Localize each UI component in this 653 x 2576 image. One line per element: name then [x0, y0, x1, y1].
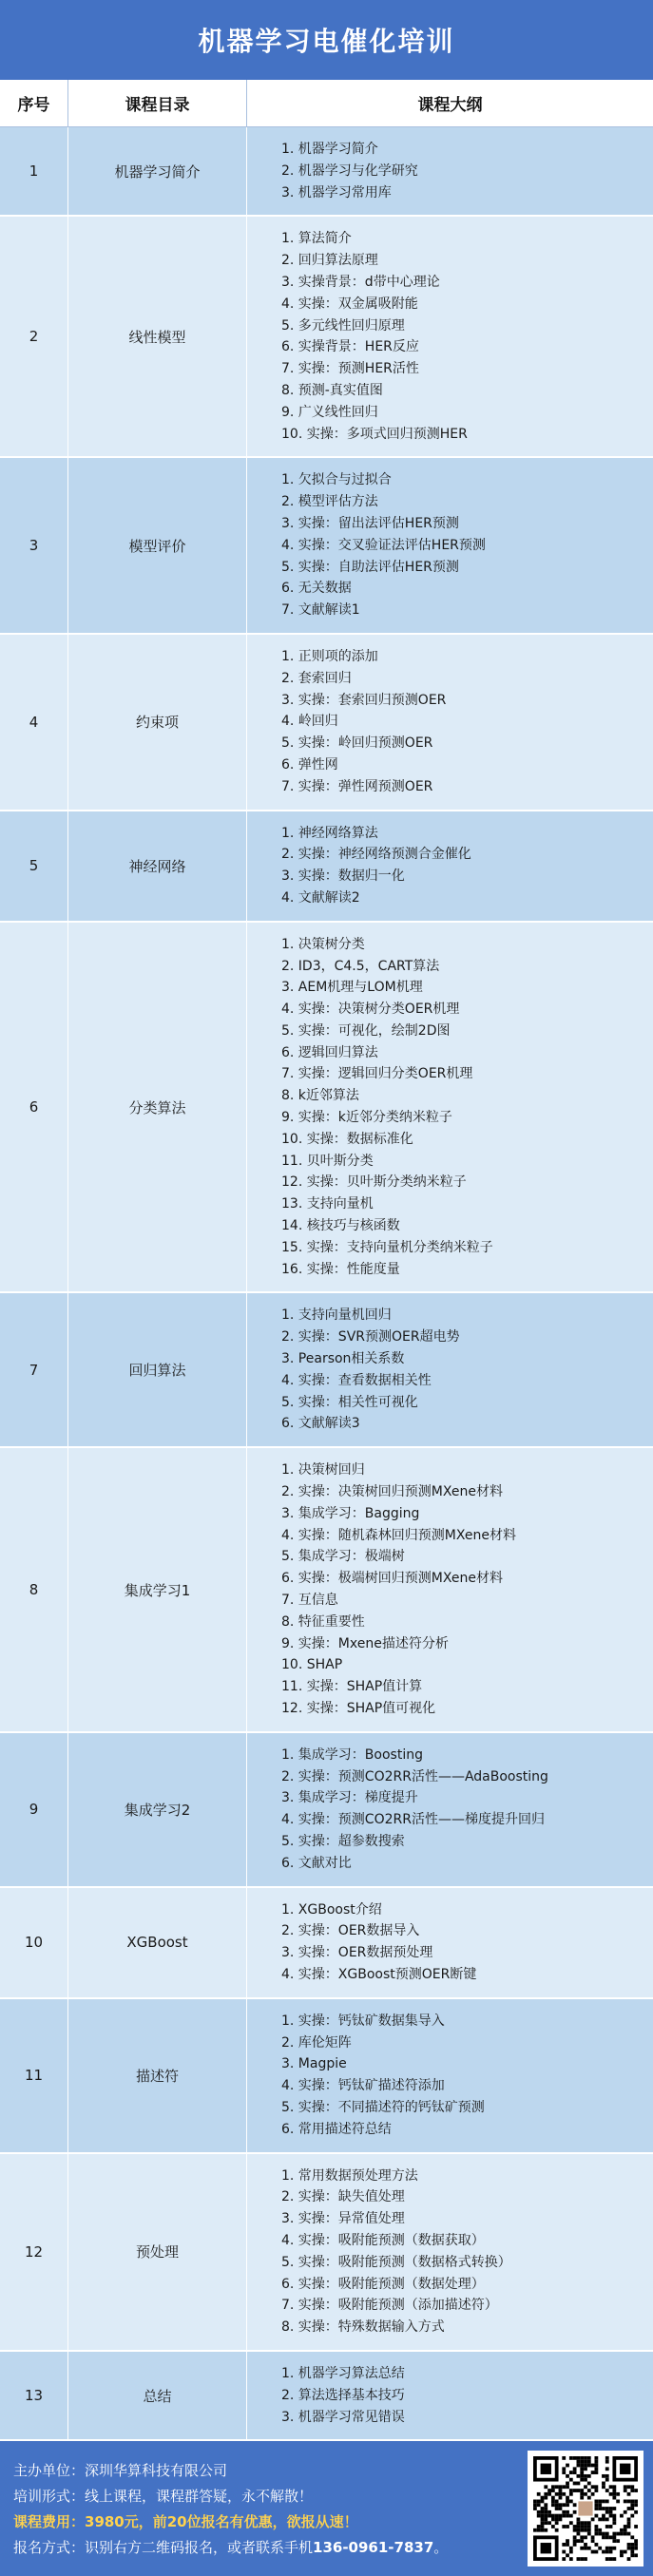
table-row	[0, 1448, 653, 1733]
outline-item: 2. 实操：决策树回归预测MXene材料	[281, 1484, 503, 1500]
row-outline	[247, 1448, 653, 1731]
outline-item: 1. 决策树回归	[281, 1462, 365, 1479]
outline-item: 2. 机器学习与化学研究	[281, 162, 418, 179]
row-index: 2	[0, 217, 68, 456]
table-row	[0, 1888, 653, 1999]
outline-item: 6. 文献解读3	[281, 1416, 360, 1432]
outline-item: 2. ID3，C4.5，CART算法	[281, 958, 440, 974]
table-row	[0, 923, 653, 1294]
outline-item: 10. SHAP	[281, 1657, 343, 1673]
outline-item: 1. 实操：钙钛矿数据集导入	[281, 2013, 445, 2029]
row-index: 3	[0, 458, 68, 633]
outline-item: 1. 常用数据预处理方法	[281, 2167, 418, 2184]
page-title: 机器学习电催化培训	[0, 0, 653, 80]
outline-item: 8. k近邻算法	[281, 1088, 359, 1104]
outline-list	[281, 1899, 643, 1986]
outline-item: 3. 实操：异常值处理	[281, 2211, 405, 2227]
row-outline	[247, 1733, 653, 1886]
row-outline	[247, 217, 653, 456]
row-course: 模型评价	[68, 458, 247, 633]
outline-item: 4. 实操：双金属吸附能	[281, 296, 418, 312]
outline-item: 3. Magpie	[281, 2056, 347, 2072]
outline-item: 12. 实操：SHAP值可视化	[281, 1701, 436, 1716]
row-outline	[247, 458, 653, 633]
outline-item: 2. 模型评估方法	[281, 494, 378, 510]
outline-item: 11. 实操：SHAP值计算	[281, 1679, 423, 1695]
signup-suffix: 。	[433, 2539, 449, 2557]
outline-item: 6. 弹性网	[281, 756, 338, 773]
outline-item: 7. 互信息	[281, 1593, 338, 1609]
row-index: 5	[0, 811, 68, 921]
row-index: 8	[0, 1448, 68, 1731]
outline-item: 2. 回归算法原理	[281, 253, 378, 269]
row-index: 1	[0, 127, 68, 215]
signup-text	[13, 2537, 448, 2557]
outline-item: 4. 实操：交叉验证法评估HER预测	[281, 537, 486, 553]
table-row	[0, 458, 653, 635]
outline-item: 1. 算法简介	[281, 231, 352, 247]
row-index: 4	[0, 635, 68, 810]
outline-item: 14. 核技巧与核函数	[281, 1218, 400, 1234]
table-row	[0, 217, 653, 458]
footer	[0, 2441, 653, 2576]
outline-item: 7. 实操：吸附能预测（添加描述符）	[281, 2298, 498, 2314]
format-text: 培训形式：线上课程，课程群答疑，永不解散！	[13, 2488, 314, 2506]
outline-item: 5. 实操：可视化，绘制2D图	[281, 1022, 451, 1039]
outline-item: 6. 实操：极端树回归预测MXene材料	[281, 1571, 503, 1587]
header-course: 课程目录	[68, 80, 247, 126]
outline-item: 5. 集成学习：极端树	[281, 1549, 405, 1565]
outline-item: 4. 实操：随机森林回归预测MXene材料	[281, 1527, 516, 1543]
outline-item: 8. 预测-真实值图	[281, 382, 383, 398]
row-index: 10	[0, 1888, 68, 1997]
outline-item: 3. AEM机理与LOM机理	[281, 980, 423, 996]
row-outline	[247, 127, 653, 215]
outline-list	[281, 469, 643, 621]
outline-item: 1. 支持向量机回归	[281, 1307, 392, 1324]
row-course: 神经网络	[68, 811, 247, 921]
outline-list	[281, 1305, 643, 1435]
row-outline	[247, 1888, 653, 1997]
header-outline: 课程大纲	[417, 96, 483, 115]
row-outline	[247, 635, 653, 810]
row-course: 预处理	[68, 2154, 247, 2350]
outline-list	[281, 2166, 643, 2338]
signup-prefix: 报名方式：识别右方二维码报名，或者联系手机	[13, 2539, 314, 2557]
row-index: 13	[0, 2352, 68, 2439]
outline-item: 5. 实操：自助法评估HER预测	[281, 559, 459, 575]
row-index: 6	[0, 923, 68, 1292]
table-row	[0, 2154, 653, 2352]
table-row	[0, 1733, 653, 1888]
outline-item: 4. 实操：查看数据相关性	[281, 1372, 432, 1388]
row-course: 约束项	[68, 635, 247, 810]
outline-item: 5. 实操：相关性可视化	[281, 1394, 418, 1410]
outline-item: 5. 实操：吸附能预测（数据格式转换）	[281, 2254, 511, 2270]
row-course: 机器学习简介	[68, 127, 247, 215]
outline-item: 2. 套索回归	[281, 670, 352, 686]
outline-item: 9. 实操：k近邻分类纳米粒子	[281, 1110, 452, 1126]
outline-item: 1. 正则项的添加	[281, 648, 378, 664]
row-course: 描述符	[68, 1999, 247, 2152]
outline-item: 2. 算法选择基本技巧	[281, 2387, 405, 2403]
outline-list	[281, 646, 643, 798]
footer-info	[13, 2460, 448, 2557]
outline-item: 6. 逻辑回归算法	[281, 1044, 378, 1060]
outline-item: 4. 文献解读2	[281, 889, 360, 906]
outline-item: 9. 广义线性回归	[281, 404, 378, 420]
outline-item: 3. 机器学习常见错误	[281, 2409, 405, 2425]
outline-item: 1. 机器学习简介	[281, 142, 378, 157]
outline-item: 4. 实操：吸附能预测（数据获取）	[281, 2232, 485, 2248]
outline-item: 16. 实操：性能度量	[281, 1261, 400, 1277]
outline-item: 4. 岭回归	[281, 714, 338, 730]
outline-item: 3. 集成学习：梯度提升	[281, 1790, 418, 1806]
outline-list	[281, 2011, 643, 2141]
qr-code-graphic	[533, 2456, 638, 2561]
outline-item: 2. 实操：预测CO2RR活性——AdaBoosting	[281, 1768, 548, 1784]
outline-item: 3. 集成学习：Bagging	[281, 1505, 420, 1521]
outline-item: 3. 实操：留出法评估HER预测	[281, 515, 459, 531]
outline-item: 15. 实操：支持向量机分类纳米粒子	[281, 1239, 493, 1255]
outline-item: 4. 实操：钙钛矿描述符添加	[281, 2078, 445, 2094]
row-course: 分类算法	[68, 923, 247, 1292]
table-row	[0, 127, 653, 217]
row-outline	[247, 923, 653, 1292]
outline-item: 7. 实操：逻辑回归分类OER机理	[281, 1066, 473, 1082]
outline-item: 13. 支持向量机	[281, 1196, 374, 1212]
row-outline	[247, 2154, 653, 2350]
row-outline	[247, 1999, 653, 2152]
outline-list	[281, 823, 643, 909]
outline-item: 7. 文献解读1	[281, 602, 360, 619]
outline-list	[281, 934, 643, 1281]
outline-item: 4. 实操：预测CO2RR活性——梯度提升回归	[281, 1812, 545, 1828]
row-course: 集成学习1	[68, 1448, 247, 1731]
outline-item: 7. 实操：弹性网预测OER	[281, 778, 433, 794]
qr-code-icon[interactable]	[528, 2451, 643, 2566]
outline-list	[281, 2363, 643, 2428]
outline-item: 2. 库伦矩阵	[281, 2034, 352, 2051]
outline-item: 11. 贝叶斯分类	[281, 1153, 374, 1169]
outline-item: 10. 实操：数据标准化	[281, 1131, 413, 1147]
outline-list	[281, 139, 643, 203]
outline-item: 6. 无关数据	[281, 581, 352, 597]
outline-item: 3. Pearson相关系数	[281, 1351, 405, 1367]
table-row	[0, 1293, 653, 1448]
row-course: 线性模型	[68, 217, 247, 456]
header-index: 序号	[0, 80, 68, 126]
outline-item: 2. 实操：缺失值处理	[281, 2189, 405, 2205]
outline-item: 7. 实操：预测HER活性	[281, 361, 419, 377]
row-index: 9	[0, 1733, 68, 1886]
row-outline	[247, 1293, 653, 1446]
outline-item: 2. 实操：OER数据导入	[281, 1923, 420, 1939]
organizer-text: 主办单位：深圳华算科技有限公司	[13, 2462, 228, 2480]
outline-item: 4. 实操：决策树分类OER机理	[281, 1002, 460, 1018]
outline-item: 3. 实操背景：d带中心理论	[281, 274, 440, 290]
table-row	[0, 811, 653, 923]
outline-item: 3. 机器学习常用库	[281, 184, 392, 200]
outline-item: 5. 实操：不同描述符的钙钛矿预测	[281, 2099, 485, 2115]
outline-item: 3. 实操：数据归一化	[281, 868, 405, 885]
outline-item: 5. 实操：超参数搜索	[281, 1833, 405, 1849]
fee-text: 课程费用：3980元，前20位报名有优惠，欲报从速！	[13, 2513, 358, 2531]
row-course: 总结	[68, 2352, 247, 2439]
row-course: 集成学习2	[68, 1733, 247, 1886]
outline-item: 1. 神经网络算法	[281, 825, 378, 841]
outline-item: 2. 实操：SVR预测OER超电势	[281, 1329, 460, 1345]
outline-item: 5. 实操：岭回归预测OER	[281, 735, 433, 752]
outline-item: 9. 实操：Mxene描述符分析	[281, 1635, 449, 1651]
row-outline	[247, 2352, 653, 2439]
row-course: 回归算法	[68, 1293, 247, 1446]
outline-list	[281, 1745, 643, 1875]
table-header	[0, 80, 653, 127]
outline-item: 8. 特征重要性	[281, 1613, 365, 1630]
outline-list	[281, 228, 643, 445]
outline-item: 1. 集成学习：Boosting	[281, 1746, 423, 1763]
row-outline	[247, 811, 653, 921]
row-index: 11	[0, 1999, 68, 2152]
table-row	[0, 1999, 653, 2154]
outline-item: 12. 实操：贝叶斯分类纳米粒子	[281, 1174, 467, 1191]
outline-item: 3. 实操：套索回归预测OER	[281, 692, 447, 708]
signup-phone: 136-0961-7837	[313, 2539, 434, 2557]
table-row	[0, 635, 653, 811]
outline-item: 4. 实操：XGBoost预测OER断键	[281, 1966, 477, 1982]
outline-list	[281, 1460, 643, 1720]
outline-item: 6. 文献对比	[281, 1855, 352, 1871]
row-course: XGBoost	[68, 1888, 247, 1997]
outline-item: 1. 机器学习算法总结	[281, 2365, 405, 2381]
outline-item: 1. XGBoost介绍	[281, 1901, 382, 1918]
outline-item: 5. 多元线性回归原理	[281, 317, 405, 334]
row-index: 12	[0, 2154, 68, 2350]
outline-item: 6. 实操：吸附能预测（数据处理）	[281, 2276, 485, 2292]
outline-item: 8. 实操：特殊数据输入方式	[281, 2319, 445, 2336]
outline-item: 1. 决策树分类	[281, 936, 365, 952]
outline-item: 10. 实操：多项式回归预测HER	[281, 426, 468, 442]
outline-item: 3. 实操：OER数据预处理	[281, 1945, 433, 1961]
table-row	[0, 2352, 653, 2441]
row-index: 7	[0, 1293, 68, 1446]
outline-item: 1. 欠拟合与过拟合	[281, 472, 392, 488]
outline-item: 2. 实操：神经网络预测合金催化	[281, 847, 471, 863]
outline-item: 6. 实操背景：HER反应	[281, 339, 419, 355]
table-body	[0, 127, 653, 2441]
outline-item: 6. 常用描述符总结	[281, 2121, 392, 2137]
